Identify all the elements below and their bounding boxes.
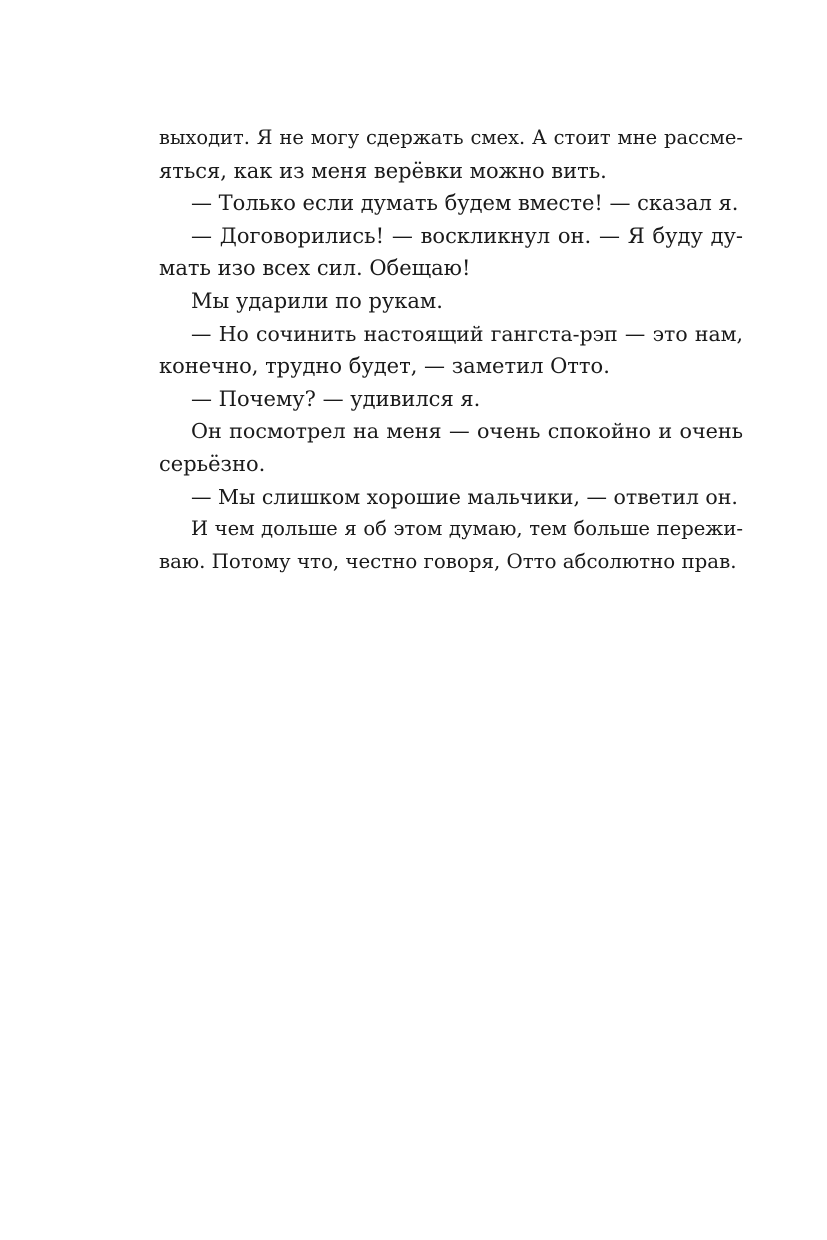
dialogue-line: — Но сочинить настоящий гангста-рэп — это нам, (191, 321, 743, 346)
paragraph-line: Он посмотрел на меня — очень спокойно и очень (191, 419, 743, 444)
dialogue-line: — Договорились! — воскликнул он. — Я буду ду- (191, 223, 743, 248)
paragraph-line: Мы ударили по рукам. (191, 288, 443, 313)
text-line: конечно, трудно будет, — заметил Отто. (159, 354, 610, 379)
page-text (159, 122, 743, 578)
text-line: серьёзно. (159, 451, 266, 476)
text-line: яться, как из меня верёвки можно вить. (159, 158, 607, 183)
paragraph-line: И чем дольше я об этом думаю, тем больше пережи- (191, 517, 743, 541)
dialogue-line: — Только если думать будем вместе! — сказал я. (191, 191, 739, 216)
text-line: выходит. Я не могу сдержать смех. А стоит мне рассме- (159, 126, 743, 149)
text-line: ваю. Потому что, честно говоря, Отто абсолютно прав. (159, 549, 737, 573)
dialogue-line: — Мы слишком хорошие мальчики, — ответил он. (191, 484, 738, 509)
text-line: мать изо всех сил. Обещаю! (159, 256, 471, 281)
dialogue-line: — Почему? — удивился я. (191, 386, 481, 411)
